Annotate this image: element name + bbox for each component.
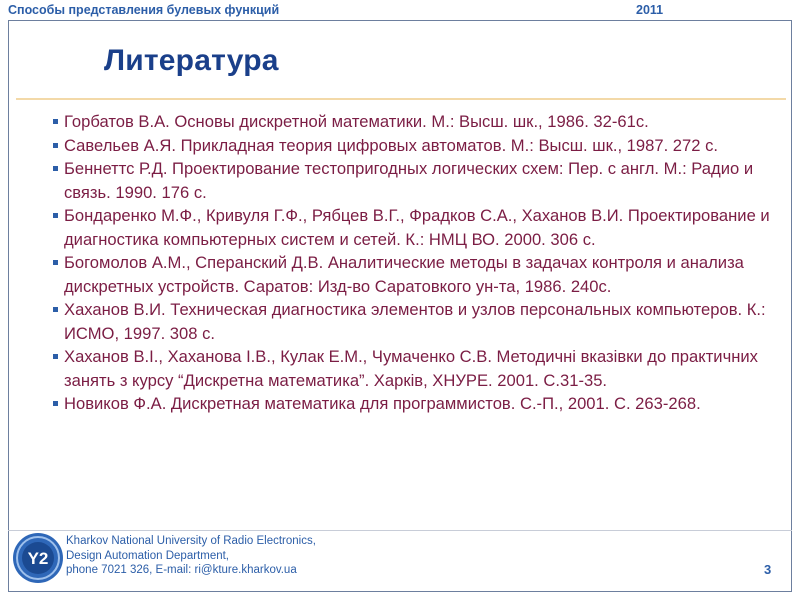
square-bullet-icon <box>53 354 58 359</box>
square-bullet-icon <box>53 307 58 312</box>
header-year: 2011 <box>636 3 664 17</box>
square-bullet-icon <box>53 401 58 406</box>
logo-text: Y2 <box>27 549 49 568</box>
square-bullet-icon <box>53 166 58 171</box>
reference-text: Хаханов В.И. Техническая диагностика элементов и узлов персональных компьютеров. К.: ИСМО, 1997. 308 с. <box>64 300 766 343</box>
reference-text: Богомолов А.М., Сперанский Д.В. Аналитические методы в задачах контроля и анализа дискретных устройств. Саратов: Изд-во Саратовкого ун-та, 1986. 240с. <box>64 253 744 296</box>
reference-item <box>50 204 790 251</box>
reference-text: Савельев А.Я. Прикладная теория цифровых автоматов. М.: Высш. шк., 1987. 272 с. <box>64 135 719 155</box>
reference-item <box>50 345 790 392</box>
header-subject: Способы представления булевых функций <box>8 3 280 17</box>
footer-university: Kharkov National University of Radio Electronics, <box>66 535 316 547</box>
reference-item <box>50 157 790 204</box>
footer-divider <box>8 530 792 531</box>
reference-text: Бондаренко М.Ф., Кривуля Г.Ф., Рябцев В.Г., Фрадков С.А., Хаханов В.И. Проектирование и диагностика компьютерных систем и сетей. К.: НМЦ ВО. 2000. 306 с. <box>64 206 770 249</box>
top-bar <box>0 0 800 22</box>
footer-department: Design Automation Department, <box>66 549 230 562</box>
reference-text: Хаханов В.І., Хаханова І.В., Кулак Е.М., Чумаченко С.В. Методичні вказівки до практичних занять з курсу “Дискретна математика”. Харків, ХНУРЕ. 2001. С.31-35. <box>64 347 758 390</box>
square-bullet-icon <box>53 213 58 218</box>
reference-item <box>50 134 790 158</box>
footer-contact <box>66 534 316 578</box>
reference-text: Новиков Ф.А. Дискретная математика для программистов. С.-П., 2001. С. 263-268. <box>64 394 701 413</box>
square-bullet-icon <box>53 119 58 124</box>
reference-item <box>50 298 790 345</box>
university-logo-icon <box>10 530 66 586</box>
reference-text: Беннеттс Р.Д. Проектирование тестопригодных логических схем: Пер. с англ. М.: Радио и связь. 1990. 176 с. <box>64 159 754 202</box>
page-number: 3 <box>764 562 772 577</box>
title-divider <box>16 98 786 100</box>
reference-item <box>50 251 790 298</box>
reference-item <box>50 110 790 134</box>
reference-text: Горбатов В.А. Основы дискретной математики. М.: Высш. шк., 1986. 32-61с. <box>64 112 649 131</box>
square-bullet-icon <box>53 143 58 148</box>
slide-title: Литература <box>104 44 279 77</box>
reference-item <box>50 392 790 416</box>
square-bullet-icon <box>53 260 58 265</box>
reference-list <box>50 110 790 416</box>
footer-contact-line: phone 7021 326, E-mail: ri@kture.kharkov.ua <box>66 564 297 576</box>
